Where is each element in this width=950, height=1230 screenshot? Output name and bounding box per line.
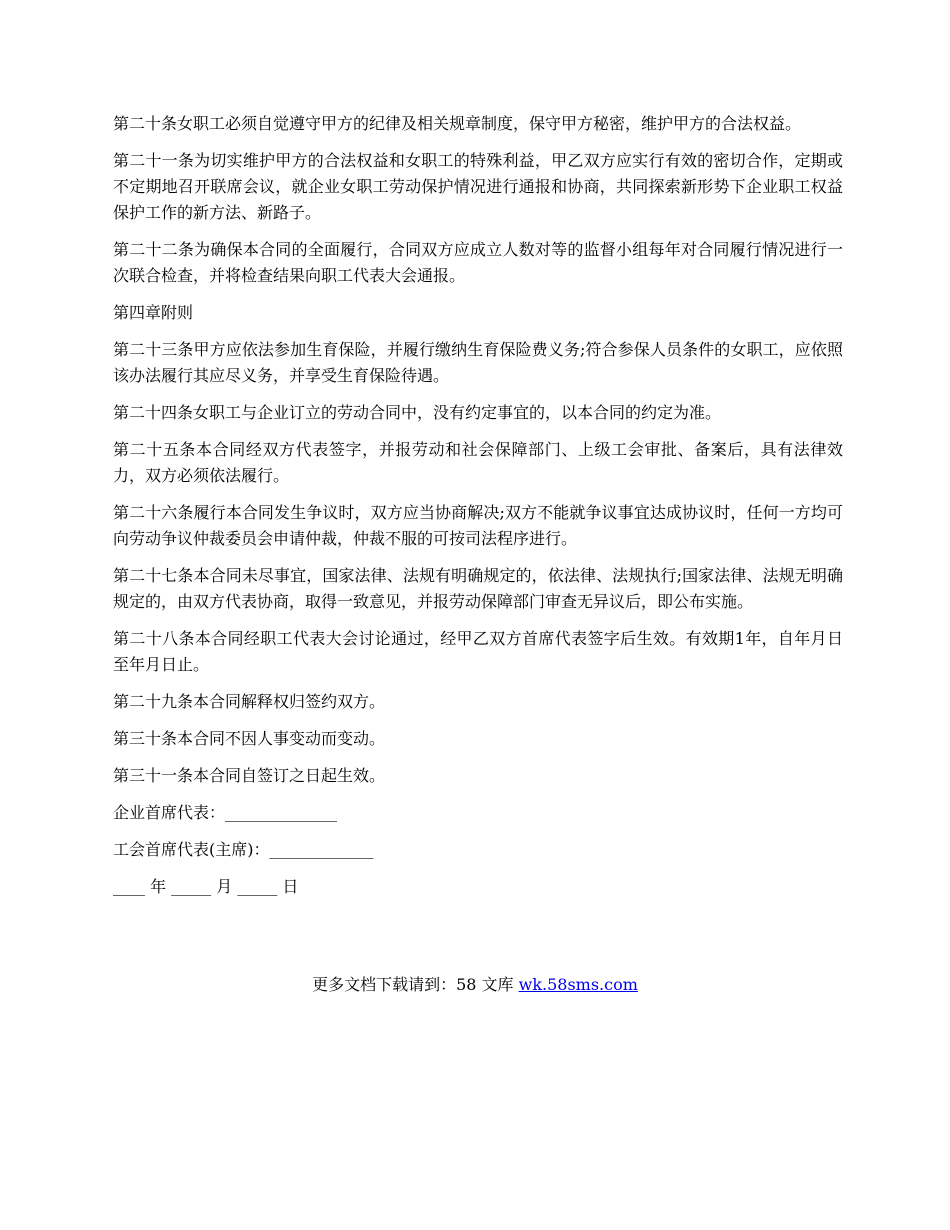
clause-21: 第二十一条为切实维护甲方的合法权益和女职工的特殊利益，甲乙双方应实行有效的密切合作，定期或不定期地召开联席会议，就企业女职工劳动保护情况进行通报和协商，共同探索新形势下企业职工权益保护工作的新方法、新路子。 xyxy=(113,151,843,222)
clause-20: 第二十条女职工必须自觉遵守甲方的纪律及相关规章制度，保守甲方秘密，维护甲方的合法权益。 xyxy=(113,114,802,133)
clause-28: 第二十八条本合同经职工代表大会讨论通过，经甲乙双方首席代表签字后生效。有效期1年，自年月日至年月日止。 xyxy=(113,629,843,674)
footer xyxy=(0,972,950,998)
clause-24: 第二十四条女职工与企业订立的劳动合同中，没有约定事宜的，以本合同的约定为准。 xyxy=(113,403,722,422)
clause-26: 第二十六条履行本合同发生争议时，双方应当协商解决;双方不能就争议事宜达成协议时，任何一方均可向劳动争议仲裁委员会申请仲裁，仲裁不服的可按司法程序进行。 xyxy=(113,503,843,548)
footer-link[interactable]: wk.58sms.com xyxy=(518,975,638,994)
clause-23: 第二十三条甲方应依法参加生育保险，并履行缴纳生育保险费义务;符合参保人员条件的女职工，应依照该办法履行其应尽义务，并享受生育保险待遇。 xyxy=(113,340,843,385)
date-line: ____ 年 _____ 月 _____ 日 xyxy=(113,877,299,896)
clause-30: 第三十条本合同不因人事变动而变动。 xyxy=(113,729,386,748)
clause-27: 第二十七条本合同未尽事宜，国家法律、法规有明确规定的，依法律、法规执行;国家法律、法规无明确规定的，由双方代表协商，取得一致意见，并报劳动保障部门审查无异议后，即公布实施。 xyxy=(113,566,843,611)
enterprise-rep-signature-line: 企业首席代表：______________ xyxy=(113,803,338,822)
union-rep-signature-line: 工会首席代表(主席)：_____________ xyxy=(113,840,374,859)
clause-25: 第二十五条本合同经双方代表签字，并报劳动和社会保障部门、上级工会审批、备案后，具有法律效力，双方必须依法履行。 xyxy=(113,440,843,485)
clause-31: 第三十一条本合同自签订之日起生效。 xyxy=(113,766,386,785)
footer-prefix: 更多文档下载请到：58 文库 xyxy=(312,975,519,994)
clause-22: 第二十二条为确保本合同的全面履行，合同双方应成立人数对等的监督小组每年对合同履行情况进行一次联合检查，并将检查结果向职工代表大会通报。 xyxy=(113,240,843,285)
chapter-heading: 第四章附则 xyxy=(113,303,194,322)
document-body xyxy=(113,111,843,911)
clause-29: 第二十九条本合同解释权归签约双方。 xyxy=(113,692,386,711)
